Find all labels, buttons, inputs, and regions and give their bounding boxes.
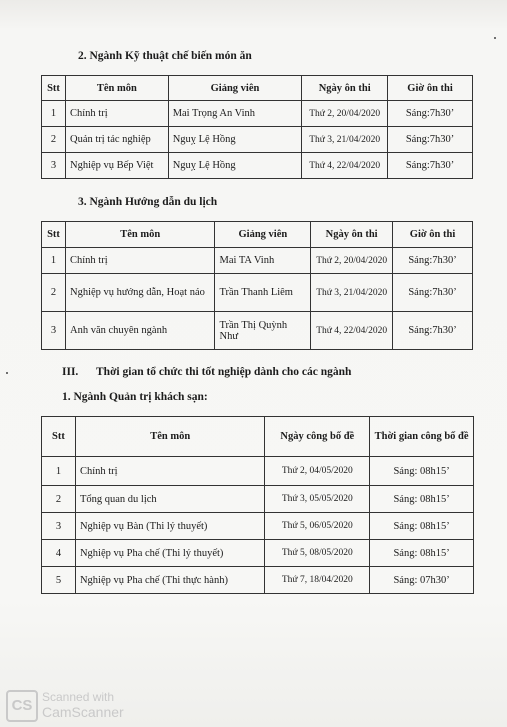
table-row (42, 540, 474, 567)
cell-date: Thứ 2, 20/04/2020 (311, 248, 393, 274)
table-row (42, 153, 473, 179)
cell-lecturer: Trần Thị Quỳnh Như (215, 312, 311, 350)
cell-date: Thứ 5, 06/05/2020 (265, 513, 370, 540)
cell-time: Sáng: 08h15’ (370, 486, 474, 513)
cell-stt: 3 (42, 312, 66, 350)
cell-stt: 1 (42, 101, 66, 127)
scan-speck (6, 372, 8, 374)
part-3-title: Thời gian tổ chức thi tốt nghiệp dành cho các ngành (96, 366, 352, 378)
watermark-line-1: Scanned with (42, 690, 115, 704)
section-3-table (41, 221, 473, 350)
header-subject: Tên môn (65, 76, 168, 101)
cell-time: Sáng: 08h15’ (370, 457, 474, 486)
cell-stt: 3 (42, 153, 66, 179)
table-row (42, 274, 473, 312)
cell-time: Sáng: 08h15’ (370, 513, 474, 540)
table-row (42, 312, 473, 350)
cell-date: Thứ 3, 21/04/2020 (311, 274, 393, 312)
cell-subject: Nghiệp vụ Bàn (Thi lý thuyết) (75, 513, 264, 540)
cell-date: Thứ 2, 04/05/2020 (265, 457, 370, 486)
cell-subject: Nghiệp vụ hướng dẫn, Hoạt náo (65, 274, 215, 312)
cell-time: Sáng:7h30’ (388, 153, 473, 179)
cell-subject: Anh văn chuyên ngành (65, 312, 215, 350)
header-lecturer: Giảng viên (215, 222, 311, 248)
cell-subject: Nghiệp vụ Pha chế (Thi lý thuyết) (75, 540, 264, 567)
cell-stt: 2 (42, 274, 66, 312)
cell-subject: Chính trị (65, 101, 168, 127)
header-lecturer: Giảng viên (168, 76, 302, 101)
header-review-date: Ngày ôn thi (311, 222, 393, 248)
cell-subject: Nghiệp vụ Pha chế (Thi thực hành) (75, 567, 264, 594)
table-row (42, 248, 473, 274)
header-review-date: Ngày ôn thi (302, 76, 388, 101)
header-review-time: Giờ ôn thi (393, 222, 473, 248)
camscanner-logo-icon: CS (6, 690, 38, 722)
cell-stt: 2 (42, 486, 76, 513)
section-2-table (41, 75, 473, 179)
header-announce-time: Thời gian công bố đề (370, 417, 474, 457)
cell-lecturer: Mai Trọng An Vinh (168, 101, 302, 127)
cell-stt: 4 (42, 540, 76, 567)
cell-subject: Quản trị tác nghiệp (65, 127, 168, 153)
cell-date: Thứ 3, 21/04/2020 (302, 127, 388, 153)
cell-lecturer: Mai TA Vinh (215, 248, 311, 274)
cell-time: Sáng: 07h30’ (370, 567, 474, 594)
cell-subject: Nghiệp vụ Bếp Việt (65, 153, 168, 179)
cell-time: Sáng:7h30’ (393, 248, 473, 274)
scan-speck (494, 37, 496, 39)
section-2-heading: 2. Ngành Kỹ thuật chế biến món ăn (78, 50, 252, 62)
cell-stt: 3 (42, 513, 76, 540)
header-subject: Tên môn (65, 222, 215, 248)
table-row (42, 486, 474, 513)
cell-subject: Tổng quan du lịch (75, 486, 264, 513)
header-stt: Stt (42, 222, 66, 248)
cell-time: Sáng: 08h15’ (370, 540, 474, 567)
table-row (42, 101, 473, 127)
cell-subject: Chính trị (65, 248, 215, 274)
cell-lecturer: Nguỵ Lệ Hồng (168, 153, 302, 179)
header-stt: Stt (42, 76, 66, 101)
cell-date: Thứ 2, 20/04/2020 (302, 101, 388, 127)
header-review-time: Giờ ôn thi (388, 76, 473, 101)
section-1-heading: 1. Ngành Quản trị khách sạn: (62, 391, 208, 403)
cell-date: Thứ 4, 22/04/2020 (311, 312, 393, 350)
cell-lecturer: Trần Thanh Liêm (215, 274, 311, 312)
table-row (42, 127, 473, 153)
cell-subject: Chính trị (75, 457, 264, 486)
cell-time: Sáng:7h30’ (393, 274, 473, 312)
cell-stt: 2 (42, 127, 66, 153)
header-announce-date: Ngày công bố đề (265, 417, 370, 457)
table-row (42, 567, 474, 594)
cell-date: Thứ 5, 08/05/2020 (265, 540, 370, 567)
table-row (42, 457, 474, 486)
table-row (42, 513, 474, 540)
cell-time: Sáng:7h30’ (388, 127, 473, 153)
section-3-heading: 3. Ngành Hướng dẫn du lịch (78, 196, 218, 208)
cell-date: Thứ 7, 18/04/2020 (265, 567, 370, 594)
part-3-numeral: III. (62, 366, 79, 378)
cell-stt: 1 (42, 248, 66, 274)
cell-date: Thứ 4, 22/04/2020 (302, 153, 388, 179)
cell-lecturer: Nguỵ Lệ Hồng (168, 127, 302, 153)
header-subject: Tên môn (75, 417, 264, 457)
watermark-line-2: CamScanner (42, 704, 124, 720)
cell-stt: 5 (42, 567, 76, 594)
cell-time: Sáng:7h30’ (393, 312, 473, 350)
cell-time: Sáng:7h30’ (388, 101, 473, 127)
section-1-table (41, 416, 474, 594)
header-stt: Stt (42, 417, 76, 457)
cell-stt: 1 (42, 457, 76, 486)
cell-date: Thứ 3, 05/05/2020 (265, 486, 370, 513)
